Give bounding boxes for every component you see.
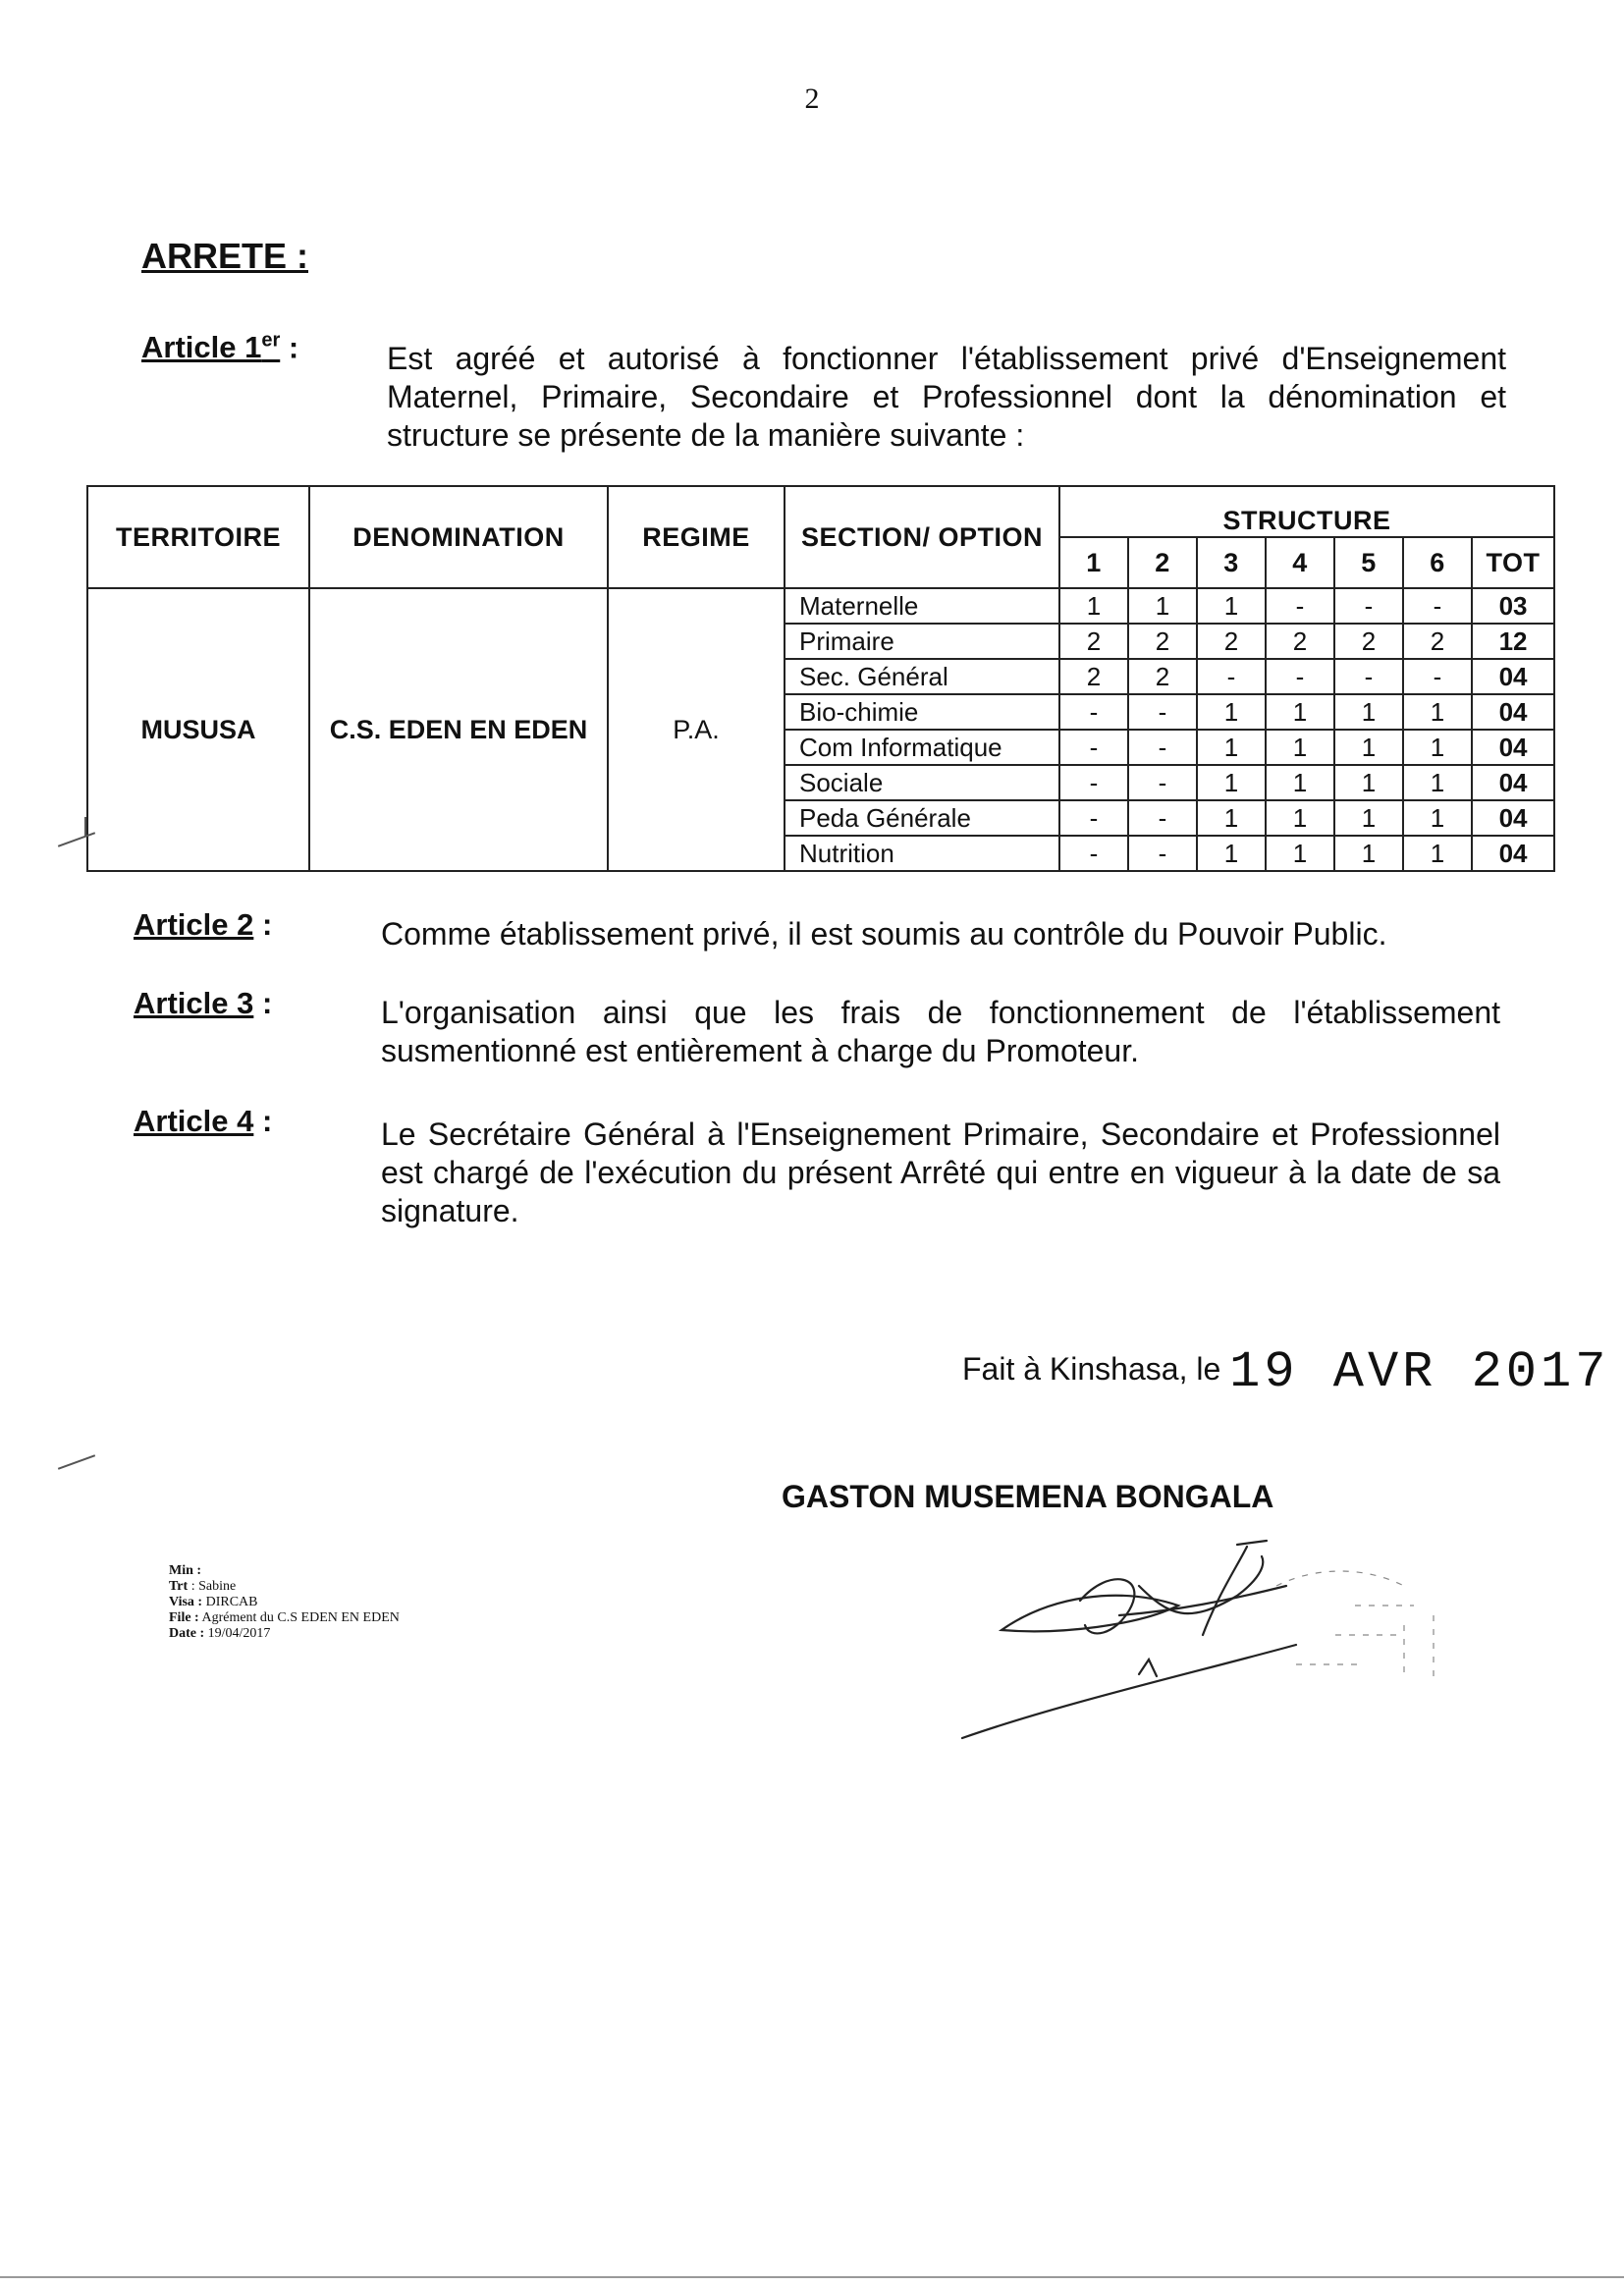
- level-cell: 1: [1334, 836, 1403, 871]
- article-4-label-colon: :: [253, 1104, 273, 1138]
- denomination-cell: C.S. EDEN EN EDEN: [309, 588, 608, 871]
- level-cell: 1: [1197, 836, 1266, 871]
- level-cell: 2: [1128, 624, 1197, 659]
- level-cell: 1: [1334, 730, 1403, 765]
- level-cell: 1: [1266, 765, 1334, 800]
- article-3-label-colon: :: [253, 986, 273, 1020]
- level-cell: 1: [1266, 836, 1334, 871]
- meta-date-label: Date :: [169, 1626, 205, 1641]
- total-cell: 04: [1472, 765, 1554, 800]
- total-cell: 04: [1472, 836, 1554, 871]
- level-cell: 1: [1197, 588, 1266, 624]
- header-structure: STRUCTURE: [1059, 486, 1554, 537]
- level-cell: -: [1059, 694, 1128, 730]
- meta-visa-label: Visa :: [169, 1595, 203, 1609]
- section-cell: Peda Générale: [785, 800, 1059, 836]
- table-row: [87, 588, 1554, 624]
- meta-file-value: Agrément du C.S EDEN EN EDEN: [201, 1610, 400, 1625]
- level-cell: 1: [1059, 588, 1128, 624]
- level-cell: -: [1128, 836, 1197, 871]
- level-cell: -: [1266, 659, 1334, 694]
- section-cell: Com Informatique: [785, 730, 1059, 765]
- meta-visa: [169, 1595, 444, 1610]
- meta-file: [169, 1610, 444, 1626]
- level-cell: 1: [1334, 765, 1403, 800]
- article-4-label: [134, 1104, 272, 1139]
- header-level-3: 3: [1197, 537, 1266, 588]
- closing-line: [962, 1343, 1609, 1401]
- section-cell: Sec. Général: [785, 659, 1059, 694]
- signer-name: GASTON MUSEMENA BONGALA: [782, 1479, 1274, 1514]
- level-cell: 2: [1266, 624, 1334, 659]
- total-cell: 12: [1472, 624, 1554, 659]
- article-1-label-colon: :: [280, 330, 299, 365]
- level-cell: 1: [1197, 694, 1266, 730]
- level-cell: -: [1403, 659, 1472, 694]
- level-cell: -: [1266, 588, 1334, 624]
- level-cell: -: [1334, 588, 1403, 624]
- article-4-text: Le Secrétaire Général à l'Enseignement Primaire, Secondaire et Professionnel est chargé de l'exécution du présent Arrêté qui entre en vigueur à la date de sa signature.: [381, 1116, 1500, 1228]
- article-1-text: Est agréé et autorisé à fonctionner l'établissement privé d'Enseignement Maternel, Primaire, Secondaire et Professionnel dont la dénomination et structure se présente de la manière suivante :: [387, 341, 1506, 453]
- total-cell: 04: [1472, 694, 1554, 730]
- level-cell: 1: [1197, 800, 1266, 836]
- article-2-label-colon: :: [253, 907, 273, 942]
- article-3-label-main: Article 3: [134, 986, 254, 1020]
- level-cell: 1: [1266, 730, 1334, 765]
- article-3-label: [134, 986, 272, 1021]
- header-territoire: TERRITOIRE: [87, 486, 309, 588]
- level-cell: 1: [1197, 765, 1266, 800]
- level-cell: 1: [1334, 800, 1403, 836]
- level-cell: 1: [1403, 730, 1472, 765]
- article-1-label-sup: er: [261, 330, 281, 352]
- closing-place: Fait à Kinshasa, le: [962, 1351, 1221, 1387]
- level-cell: -: [1059, 800, 1128, 836]
- level-cell: -: [1128, 694, 1197, 730]
- table-body: [87, 588, 1554, 871]
- margin-mark: [84, 817, 86, 837]
- level-cell: 2: [1334, 624, 1403, 659]
- document-heading: ARRETE :: [141, 236, 308, 276]
- level-cell: 1: [1334, 694, 1403, 730]
- level-cell: 2: [1128, 659, 1197, 694]
- article-1-label: [141, 330, 298, 365]
- meta-trt-value: : Sabine: [190, 1579, 237, 1594]
- level-cell: -: [1059, 765, 1128, 800]
- meta-trt-label: Trt: [169, 1579, 189, 1594]
- page-bottom-edge: [0, 2276, 1624, 2278]
- total-cell: 04: [1472, 659, 1554, 694]
- level-cell: 2: [1059, 659, 1128, 694]
- header-level-5: 5: [1334, 537, 1403, 588]
- article-1-label-main: Article 1: [141, 330, 262, 365]
- level-cell: 1: [1403, 800, 1472, 836]
- header-level-2: 2: [1128, 537, 1197, 588]
- regime-cell: P.A.: [608, 588, 785, 871]
- meta-min-label: Min :: [169, 1563, 202, 1578]
- level-cell: 1: [1403, 694, 1472, 730]
- total-cell: 04: [1472, 730, 1554, 765]
- level-cell: 1: [1403, 836, 1472, 871]
- section-cell: Bio-chimie: [785, 694, 1059, 730]
- header-denomination: DENOMINATION: [309, 486, 608, 588]
- article-2-label-main: Article 2: [134, 907, 254, 942]
- article-2-text: Comme établissement privé, il est soumis au contrôle du Pouvoir Public.: [381, 916, 1387, 952]
- meta-file-label: File :: [169, 1610, 199, 1625]
- level-cell: -: [1403, 588, 1472, 624]
- total-cell: 04: [1472, 800, 1554, 836]
- meta-min: [169, 1563, 444, 1579]
- level-cell: 1: [1197, 730, 1266, 765]
- level-cell: 1: [1128, 588, 1197, 624]
- page-number: 2: [804, 82, 820, 115]
- level-cell: -: [1197, 659, 1266, 694]
- level-cell: 1: [1266, 800, 1334, 836]
- structure-table: [86, 485, 1555, 872]
- level-cell: -: [1128, 765, 1197, 800]
- section-cell: Maternelle: [785, 588, 1059, 624]
- level-cell: 1: [1266, 694, 1334, 730]
- section-cell: Nutrition: [785, 836, 1059, 871]
- handwritten-signature: [943, 1527, 1473, 1753]
- article-4-label-main: Article 4: [134, 1104, 254, 1138]
- header-regime: REGIME: [608, 486, 785, 588]
- level-cell: 2: [1197, 624, 1266, 659]
- total-cell: 03: [1472, 588, 1554, 624]
- margin-mark: [58, 1454, 95, 1470]
- level-cell: -: [1059, 836, 1128, 871]
- level-cell: 2: [1059, 624, 1128, 659]
- meta-date: [169, 1626, 444, 1642]
- header-section-option: SECTION/ OPTION: [785, 486, 1059, 588]
- file-meta-block: [169, 1563, 444, 1642]
- level-cell: 1: [1403, 765, 1472, 800]
- closing-date-stamp: 19 AVR 2017: [1229, 1343, 1610, 1401]
- territoire-cell: MUSUSA: [87, 588, 309, 871]
- header-level-1: 1: [1059, 537, 1128, 588]
- header-total: TOT: [1472, 537, 1554, 588]
- level-cell: -: [1128, 800, 1197, 836]
- article-3-text: L'organisation ainsi que les frais de fonctionnement de l'établissement susmentionné est entièrement à charge du Promoteur.: [381, 995, 1500, 1068]
- meta-visa-value: DIRCAB: [205, 1595, 258, 1609]
- level-cell: -: [1128, 730, 1197, 765]
- signature-strokes: [962, 1541, 1296, 1738]
- section-cell: Sociale: [785, 765, 1059, 800]
- meta-date-value: 19/04/2017: [207, 1626, 271, 1641]
- level-cell: -: [1334, 659, 1403, 694]
- level-cell: 2: [1403, 624, 1472, 659]
- header-level-4: 4: [1266, 537, 1334, 588]
- section-cell: Primaire: [785, 624, 1059, 659]
- meta-trt: [169, 1579, 444, 1595]
- article-2-label: [134, 907, 272, 943]
- level-cell: -: [1059, 730, 1128, 765]
- stamp-traces: [1276, 1571, 1434, 1684]
- header-level-6: 6: [1403, 537, 1472, 588]
